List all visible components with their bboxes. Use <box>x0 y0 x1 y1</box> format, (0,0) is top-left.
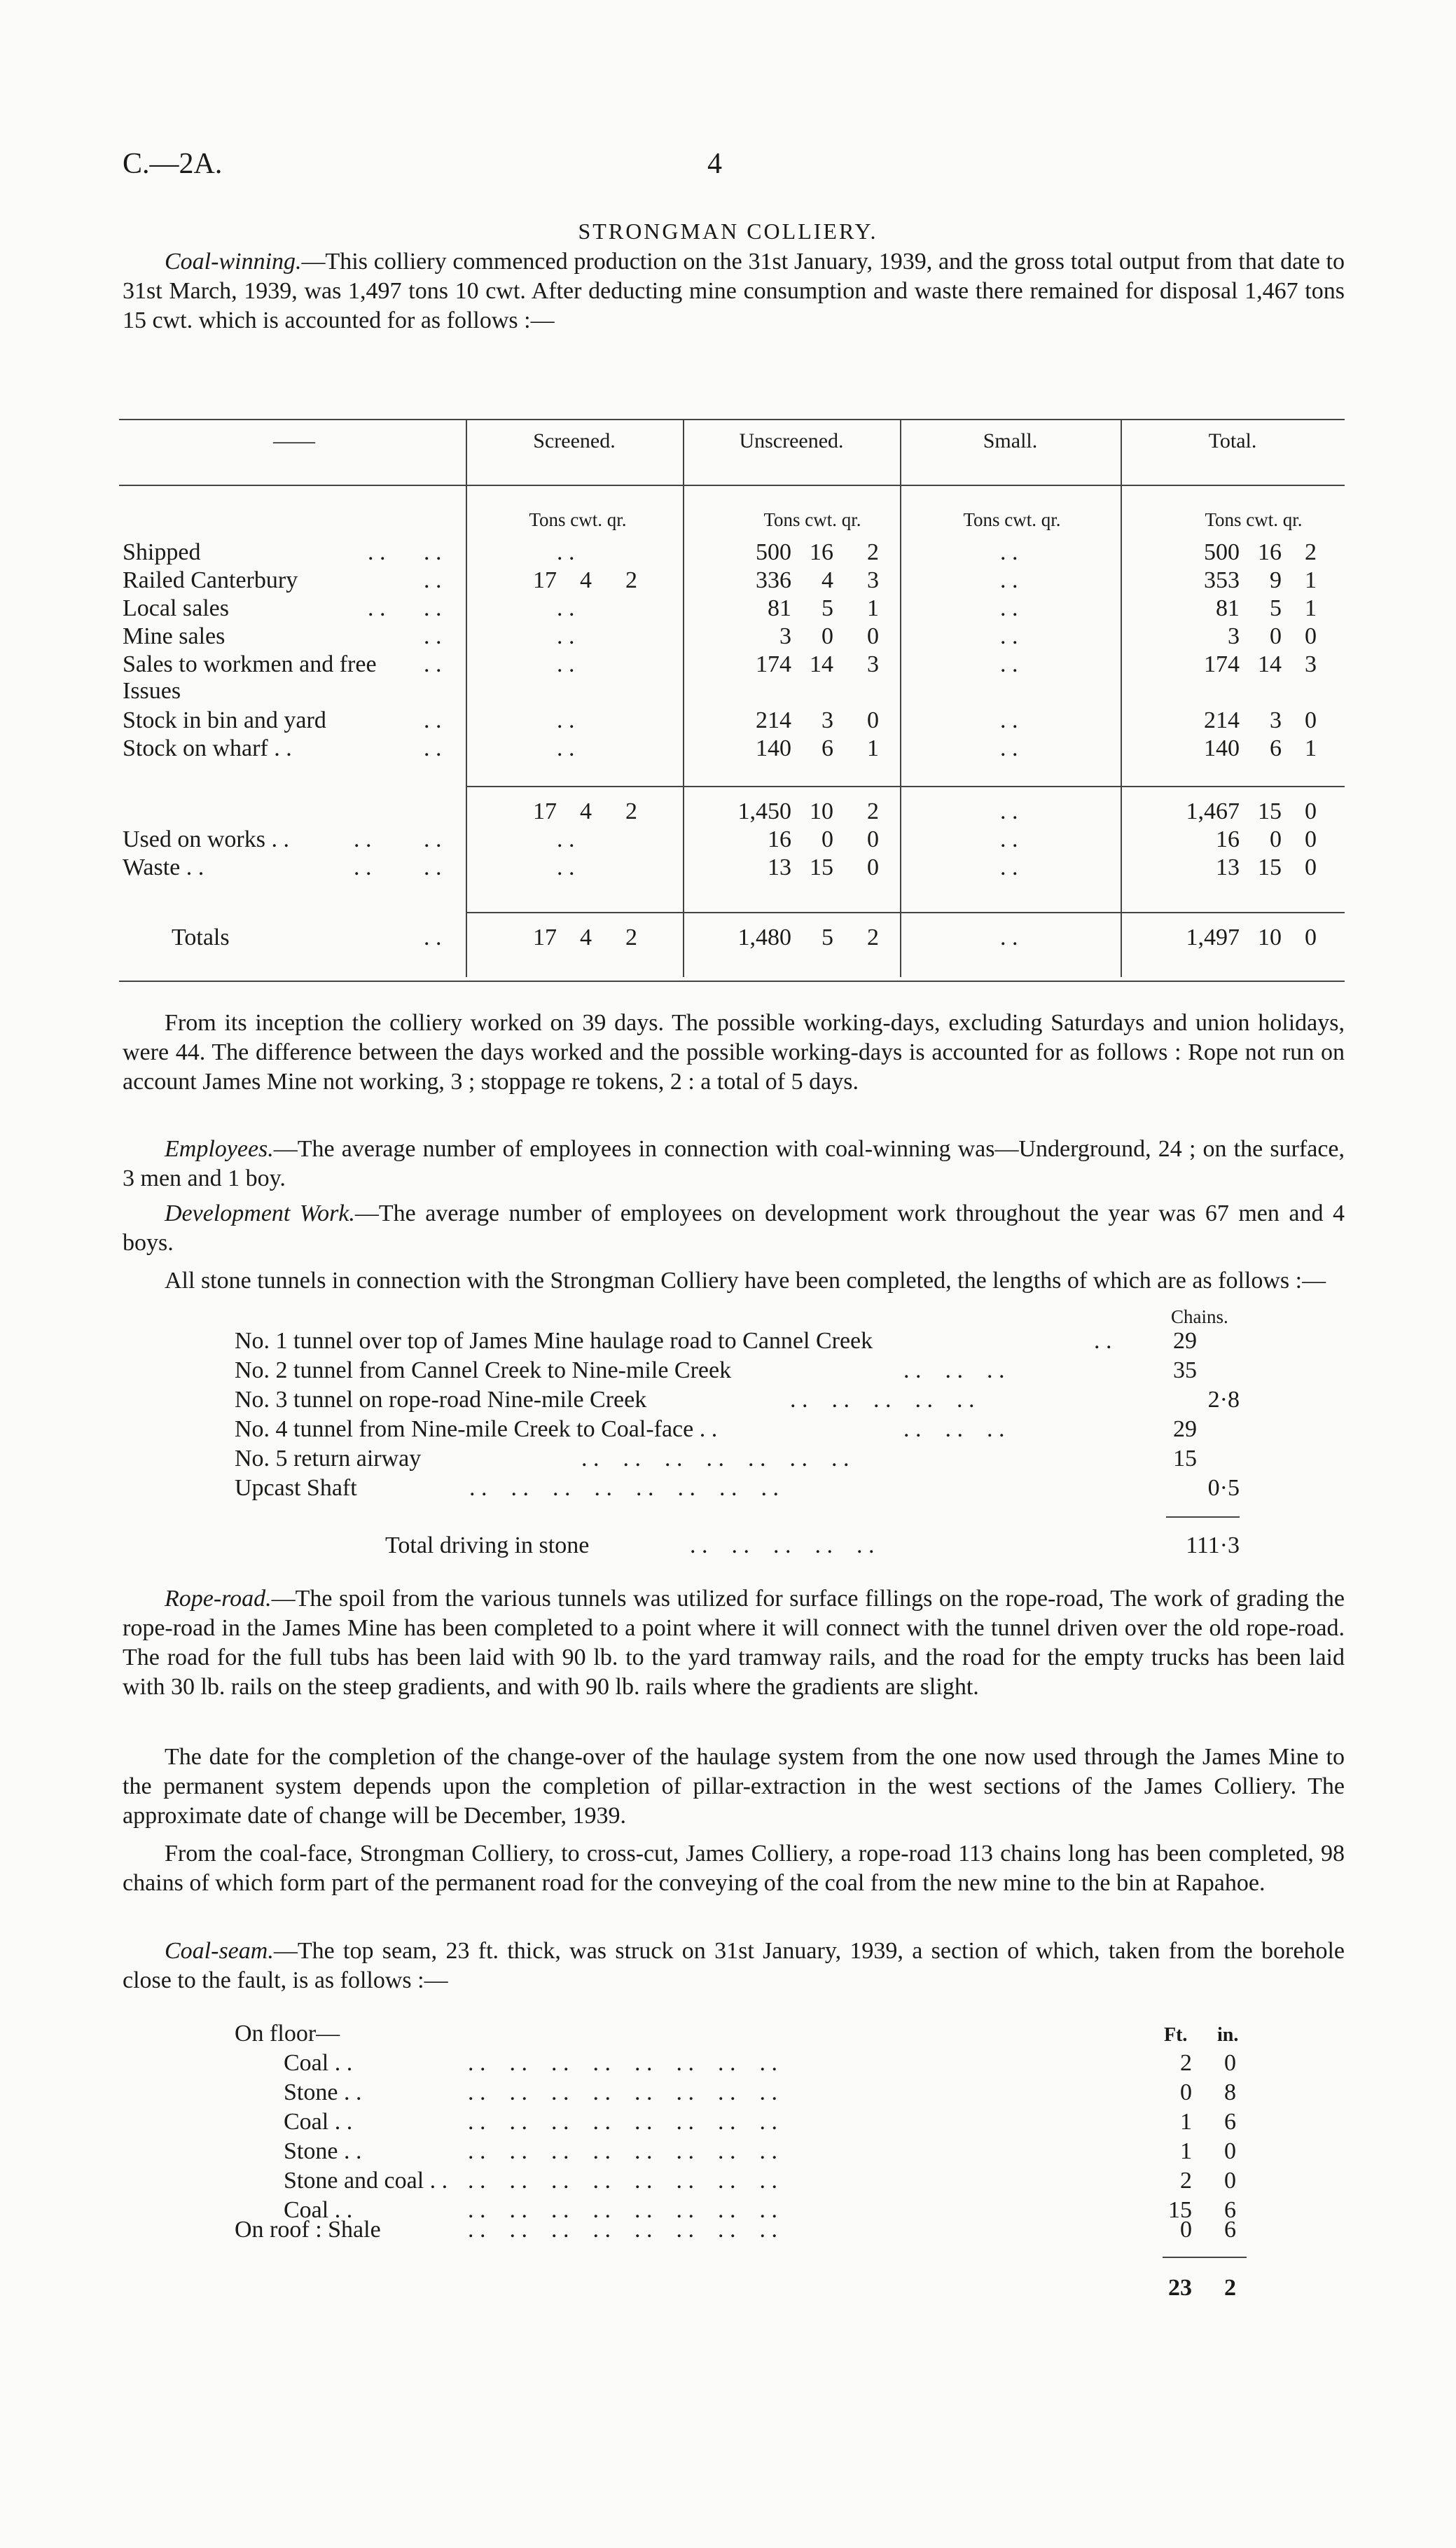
haulage-paragraph: The date for the completion of the change-over of the haulage system from the one now used through the James Mine to the permanent system depends upon the completion of pillar-extraction in the west sections of the James Colliery. The approximate date of change will be December, 1939. <box>123 1744 1345 1829</box>
unscreened-cell: 3 <box>867 567 879 593</box>
unscreened-cell: 10 <box>810 798 833 824</box>
seam-in: 0 <box>1224 2168 1236 2194</box>
total-cell: 14 <box>1258 651 1282 677</box>
tunnel-length: 15 <box>1173 1446 1197 1472</box>
units-total: Tons cwt. qr. <box>1205 509 1303 530</box>
seam-dots: . . . . . . . . . . . . . . . . <box>468 2079 777 2105</box>
rope-road-paragraph: Rope-road.—The spoil from the various tunnels was utilized for surface fillings on the rope-road, The work of grading the rope-road in the James Mine has been completed to a point where it will connect with the tunnel driven over the old rope-road. The road for the full tubs has been laid with 90 lb. to the yard tramway rails, and the road for the empty trucks has been laid with 30 lb. rails on the steep gradients, and with 90 lb. rails where the gradients are slight. <box>123 1586 1345 1700</box>
screened-empty: . . <box>557 595 575 621</box>
page-code: C.—2A. <box>123 148 223 180</box>
unscreened-cell: 5 <box>821 595 833 621</box>
total-cell: 174 <box>1204 651 1240 677</box>
screened-cell: 2 <box>625 925 637 950</box>
screened-cell: 17 <box>533 567 557 593</box>
seam-layer-label: Coal . . <box>284 2050 353 2076</box>
total-cell: 1,497 <box>1186 925 1240 950</box>
tunnel-dots: . . . . . . <box>903 1416 1005 1442</box>
unscreened-cell: 16 <box>768 826 791 852</box>
unscreened-cell: 0 <box>867 826 879 852</box>
unscreened-cell: 1,450 <box>737 798 791 824</box>
header-screened: Screened. <box>533 429 616 452</box>
total-cell: 10 <box>1258 925 1282 950</box>
total-in: 2 <box>1224 2275 1236 2301</box>
row-label-dots: . . <box>424 539 442 565</box>
in-unit: in. <box>1217 2024 1239 2046</box>
total-cell: 15 <box>1258 854 1282 880</box>
tunnel-dots: . . <box>1094 1328 1112 1354</box>
on-floor-label: On floor— <box>235 2021 340 2047</box>
seam-in: 0 <box>1224 2050 1236 2076</box>
rope-road-length-paragraph: From the coal-face, Strongman Colliery, to cross-cut, James Colliery, a rope-road 113 chains long has been completed, 98 chains of which form part of the permanent road for the conveying of the coal from the new mine to the bin at Rapahoe. <box>123 1841 1345 1896</box>
row-label-dots: . . <box>424 595 442 621</box>
unscreened-cell: 174 <box>756 651 791 677</box>
small-empty: . . <box>1000 854 1018 880</box>
tunnel-dots: . . . . . . . . . . . . . . . . <box>469 1475 779 1501</box>
unscreened-cell: 81 <box>768 595 791 621</box>
units-screened: Tons cwt. qr. <box>529 509 627 530</box>
seam-ft: 0 <box>1180 2079 1192 2105</box>
tunnel-length: 29 <box>1173 1328 1197 1354</box>
row-label: Waste . . <box>123 854 204 880</box>
header-total: Total. <box>1208 429 1257 452</box>
seam-dots: . . . . . . . . . . . . . . . . <box>468 2109 777 2135</box>
seam-ft: 2 <box>1180 2168 1192 2194</box>
unscreened-cell: 2 <box>867 798 879 824</box>
total-cell: 1 <box>1305 567 1317 593</box>
total-cell: 9 <box>1270 567 1282 593</box>
screened-cell: 2 <box>625 798 637 824</box>
unscreened-cell: 16 <box>810 539 833 565</box>
tunnel-label: No. 2 tunnel from Cannel Creek to Nine-mile Creek <box>235 1357 732 1383</box>
small-empty: . . <box>1000 707 1018 733</box>
chains-unit: Chains. <box>1171 1306 1228 1327</box>
unscreened-cell: 2 <box>867 925 879 950</box>
screened-empty: . . <box>557 826 575 852</box>
tunnel-dots: . . . . . . <box>903 1357 1005 1383</box>
screened-cell: 17 <box>533 798 557 824</box>
total-cell: 16 <box>1216 826 1240 852</box>
unscreened-cell: 0 <box>867 707 879 733</box>
unscreened-cell: 0 <box>867 623 879 649</box>
unscreened-cell: 5 <box>821 925 833 950</box>
total-cell: 500 <box>1204 539 1240 565</box>
small-empty: . . <box>1000 651 1018 677</box>
seam-ft: 2 <box>1180 2050 1192 2076</box>
total-ft: 23 <box>1168 2275 1192 2301</box>
row-label-dots: . . <box>424 651 442 677</box>
row-label-dots: . . <box>424 707 442 733</box>
unscreened-cell: 336 <box>756 567 791 593</box>
total-cell: 353 <box>1204 567 1240 593</box>
tunnel-length: 2·8 <box>1207 1387 1240 1413</box>
total-cell: 3 <box>1305 651 1317 677</box>
seam-dots: . . . . . . . . . . . . . . . . <box>468 2050 777 2076</box>
total-cell: 6 <box>1270 735 1282 761</box>
tunnel-length: 35 <box>1173 1357 1197 1383</box>
small-empty: . . <box>1000 567 1018 593</box>
total-cell: 0 <box>1270 623 1282 649</box>
total-cell: 15 <box>1258 798 1282 824</box>
unscreened-cell: 0 <box>821 623 833 649</box>
row-label: Shipped <box>123 539 201 565</box>
row-label-dots: . . <box>424 854 442 880</box>
row-label-continued: Issues <box>123 678 181 704</box>
total-cell: 13 <box>1216 854 1240 880</box>
seam-dots: . . . . . . . . . . . . . . . . <box>468 2138 777 2164</box>
total-cell: 214 <box>1204 707 1240 733</box>
coal-winning-paragraph: Coal-winning.—This colliery commenced production on the 31st January, 1939, and the gross total output from that date to 31st March, 1939, was 1,497 tons 10 cwt. After deducting mine consumption and waste there remained for disposal 1,467 tons 15 cwt. which is accounted for as follows :— <box>123 249 1345 333</box>
tunnel-length: 29 <box>1173 1416 1197 1442</box>
seam-layer-label: Coal . . <box>284 2197 353 2223</box>
tunnel-label: No. 1 tunnel over top of James Mine haulage road to Cannel Creek <box>235 1328 873 1354</box>
seam-layer-label: Stone and coal . . <box>284 2168 448 2194</box>
total-cell: 0 <box>1305 925 1317 950</box>
row-label-dots: . . <box>424 567 442 593</box>
screened-cell: 4 <box>580 567 592 593</box>
unscreened-cell: 3 <box>821 707 833 733</box>
total-cell: 0 <box>1305 798 1317 824</box>
seam-dots: . . . . . . . . . . . . . . . . <box>468 2197 777 2223</box>
tunnels-total-dots: . . . . . . . . . . <box>690 1532 875 1558</box>
units-small: Tons cwt. qr. <box>963 509 1061 530</box>
screened-empty: . . <box>557 623 575 649</box>
seam-layer-label: Stone . . <box>284 2138 362 2164</box>
screened-empty: . . <box>557 735 575 761</box>
row-label-dots: . . <box>368 595 386 621</box>
row-label-dots: . . <box>424 826 442 852</box>
total-cell: 0 <box>1270 826 1282 852</box>
small-empty: . . <box>1000 826 1018 852</box>
employees-paragraph: Employees.—The average number of employees in connection with coal-winning was—Underground, 24 ; on the surface, 3 men and 1 boy. <box>123 1136 1345 1191</box>
screened-empty: . . <box>557 854 575 880</box>
total-cell: 140 <box>1204 735 1240 761</box>
unscreened-cell: 4 <box>821 567 833 593</box>
total-cell: 1 <box>1305 595 1317 621</box>
tunnel-dots: . . . . . . . . . . . . . . <box>581 1446 850 1472</box>
row-label: Sales to workmen and free <box>123 651 377 677</box>
unscreened-cell: 0 <box>821 826 833 852</box>
unscreened-cell: 500 <box>756 539 791 565</box>
seam-ft: 1 <box>1180 2109 1192 2135</box>
row-label-dots: . . <box>354 854 372 880</box>
unscreened-cell: 1 <box>867 735 879 761</box>
tunnel-length: 0·5 <box>1207 1475 1240 1501</box>
total-cell: 3 <box>1270 707 1282 733</box>
unscreened-cell: 15 <box>810 854 833 880</box>
units-unscreened: Tons cwt. qr. <box>763 509 861 530</box>
screened-cell: 4 <box>580 798 592 824</box>
unscreened-cell: 1,480 <box>737 925 791 950</box>
total-cell: 3 <box>1228 623 1240 649</box>
seam-in: 6 <box>1224 2197 1236 2223</box>
screened-cell: 17 <box>533 925 557 950</box>
row-label-dots: . . <box>368 539 386 565</box>
total-cell: 0 <box>1305 854 1317 880</box>
tunnel-dots: . . . . . . . . . . <box>790 1387 975 1413</box>
page-number: 4 <box>707 148 722 180</box>
seam-ft: 1 <box>1180 2138 1192 2164</box>
unscreened-cell: 3 <box>779 623 791 649</box>
seam-dots: . . . . . . . . . . . . . . . . <box>468 2168 777 2194</box>
total-cell: 1,467 <box>1186 798 1240 824</box>
tunnel-label: No. 4 tunnel from Nine-mile Creek to Coal-face . . <box>235 1416 718 1442</box>
total-cell: 0 <box>1305 707 1317 733</box>
row-label: Stock on wharf . . <box>123 735 292 761</box>
unscreened-cell: 14 <box>810 651 833 677</box>
screened-cell: 4 <box>580 925 592 950</box>
unscreened-cell: 140 <box>756 735 791 761</box>
working-days-paragraph: From its inception the colliery worked on 39 days. The possible working-days, excluding Saturdays and union holidays, were 44. The difference between the days worked and the possible working-days is accounted for as follows : Rope not run on account James Mine not working, 3 ; stoppage re tokens, 2 : a total of 5 days. <box>123 1010 1345 1095</box>
screened-empty: . . <box>557 539 575 565</box>
ft-unit: Ft. <box>1164 2024 1188 2046</box>
header-small: Small. <box>983 429 1038 452</box>
seam-layer-label: Stone . . <box>284 2079 362 2105</box>
tunnel-label: No. 3 tunnel on rope-road Nine-mile Creek <box>235 1387 647 1413</box>
small-empty: . . <box>1000 798 1018 824</box>
tunnels-total-value: 111·3 <box>1186 1532 1240 1558</box>
on-roof-label: On roof : Shale <box>235 2217 381 2243</box>
unscreened-cell: 3 <box>867 651 879 677</box>
total-cell: 5 <box>1270 595 1282 621</box>
tunnels-intro-paragraph: All stone tunnels in connection with the Strongman Colliery have been completed, the lengths of which are as follows :— <box>165 1268 1326 1294</box>
roof-in: 6 <box>1224 2217 1236 2243</box>
header-dash: —— <box>273 429 315 452</box>
small-empty: . . <box>1000 925 1018 950</box>
total-cell: 0 <box>1305 623 1317 649</box>
row-label-dots: . . <box>424 925 442 950</box>
seam-layer-label: Coal . . <box>284 2109 353 2135</box>
small-empty: . . <box>1000 735 1018 761</box>
header-unscreened: Unscreened. <box>739 429 844 452</box>
total-cell: 81 <box>1216 595 1240 621</box>
row-label-dots: . . <box>354 826 372 852</box>
unscreened-cell: 1 <box>867 595 879 621</box>
unscreened-cell: 2 <box>867 539 879 565</box>
section-title: STRONGMAN COLLIERY. <box>578 219 878 244</box>
row-label-dots: . . <box>424 623 442 649</box>
row-label: Stock in bin and yard <box>123 707 326 733</box>
row-label: Local sales <box>123 595 229 621</box>
roof-ft: 0 <box>1180 2217 1192 2243</box>
tunnel-label: No. 5 return airway <box>235 1446 422 1472</box>
screened-empty: . . <box>557 651 575 677</box>
row-label: Mine sales <box>123 623 226 649</box>
row-label: Used on works . . <box>123 826 289 852</box>
seam-ft: 15 <box>1168 2197 1192 2223</box>
total-cell: 2 <box>1305 539 1317 565</box>
unscreened-cell: 0 <box>867 854 879 880</box>
screened-cell: 2 <box>625 567 637 593</box>
tunnel-label: Upcast Shaft <box>235 1475 357 1501</box>
development-paragraph: Development Work.—The average number of employees on development work throughout the year was 67 men and 4 boys. <box>123 1200 1345 1256</box>
row-label-dots: . . <box>424 735 442 761</box>
seam-in: 6 <box>1224 2109 1236 2135</box>
small-empty: . . <box>1000 623 1018 649</box>
total-cell: 16 <box>1258 539 1282 565</box>
unscreened-cell: 13 <box>768 854 791 880</box>
total-cell: 0 <box>1305 826 1317 852</box>
unscreened-cell: 6 <box>821 735 833 761</box>
coal-seam-paragraph: Coal-seam.—The top seam, 23 ft. thick, was struck on 31st January, 1939, a section of which, taken from the borehole close to the fault, is as follows :— <box>123 1938 1345 1993</box>
seam-in: 0 <box>1224 2138 1236 2164</box>
small-empty: . . <box>1000 595 1018 621</box>
tunnels-total-label: Total driving in stone <box>385 1532 590 1558</box>
screened-empty: . . <box>557 707 575 733</box>
roof-dots: . . . . . . . . . . . . . . . . <box>468 2217 777 2243</box>
unscreened-cell: 214 <box>756 707 791 733</box>
total-cell: 1 <box>1305 735 1317 761</box>
row-label: Totals <box>172 925 230 950</box>
small-empty: . . <box>1000 539 1018 565</box>
seam-in: 8 <box>1224 2079 1236 2105</box>
row-label: Railed Canterbury <box>123 567 298 593</box>
